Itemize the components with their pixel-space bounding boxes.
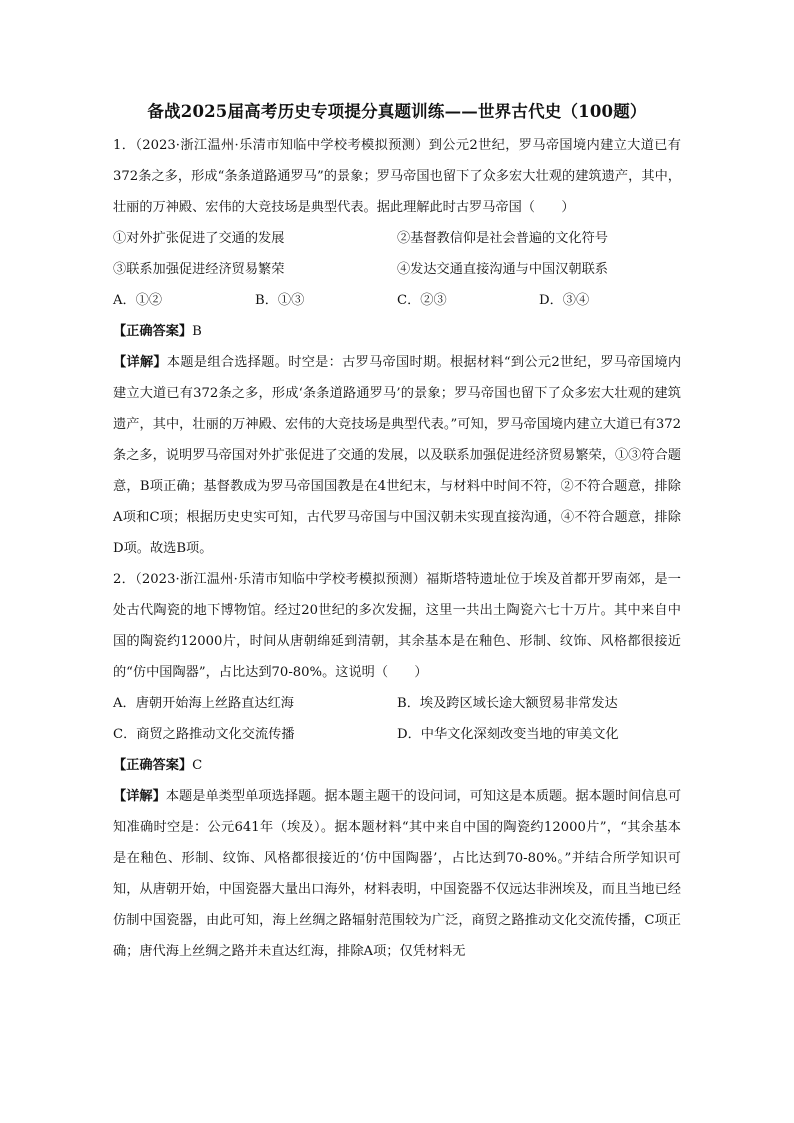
- option-b: B．埃及跨区域长途大额贸易非常发达: [397, 696, 618, 711]
- option-a: A．唐朝开始海上丝路直达红海: [113, 696, 294, 711]
- question-stem: 2．（2023·浙江温州·乐清市知临中学校考模拟预测）福斯塔特遗址位于埃及首都开罗南郊，是一处古代陶瓷的地下博物馆。经过20世纪的多次发掘，这里一共出土陶瓷六七十万片。其中来自中国的陶瓷约12000片，时间从唐朝绵延到清朝，其余基本是在釉色、形制、纹饰、风格都很接近的“仿中国陶器”，占比达到70-80%。这说明（ ）: [113, 572, 681, 680]
- option-b: B．①③: [255, 293, 305, 308]
- document-title: 备战2025届高考历史专项提分真题训练——世界古代史（100题）: [147, 102, 647, 121]
- options-row: [113, 285, 681, 316]
- question-2: [113, 564, 681, 967]
- detail-text: 本题是组合选择题。时空是：古罗马帝国时期。根据材料“到公元2世纪，罗马帝国境内建立大道已有372条之多，形成‘条条道路通罗马’的景象；罗马帝国也留下了众多宏大壮观的建筑遗产，其中，壮丽的万神殿、宏伟的大竞技场是典型代表。”可知，罗马帝国境内建立大道已有372条之多，说明罗马帝国对外扩张促进了交通的发展，以及联系加强促进经济贸易繁荣，①③符合题意，B项正确；基督教成为罗马帝国国教是在4世纪末，与材料中时间不符，②不符合题意，排除A项和C项；根据历史史实可知，古代罗马帝国与中国汉朝未实现直接沟通，④不符合题意，排除D项。故选B项。: [113, 355, 682, 556]
- option-c: C．商贸之路推动文化交流传播: [113, 727, 295, 742]
- option-c: C．②③: [397, 293, 447, 308]
- statement-row: [113, 223, 681, 254]
- detail-text: 本题是单类型单项选择题。据本题主题干的设问词，可知这是本质题。据本题时间信息可知准确时空是：公元641年（埃及）。据本题材料“其中来自中国的陶瓷约12000片”，“其余基本是在釉色、形制、纹饰、风格都很接近的‘仿中国陶器’，占比达到70-80%。”并结合所学知识可知，从唐朝开始，中国瓷器大量出口海外，材料表明，中国瓷器不仅远达非洲埃及，而且当地已经仿制中国瓷器，由此可知，海上丝绸之路辐射范围较为广泛，商贸之路推动文化交流传播，C项正确；唐代海上丝绸之路并未直达红海，排除A项；仅凭材料无: [113, 789, 682, 959]
- question-1: [113, 130, 681, 564]
- statement-row: [113, 254, 681, 285]
- detail-paragraph: [113, 347, 681, 564]
- detail-label: 【详解】: [113, 789, 166, 804]
- answer-label: 【正确答案】: [113, 324, 193, 339]
- detail-label: 【详解】: [113, 355, 167, 370]
- answer-label: 【正确答案】: [113, 758, 193, 773]
- option-d: D．中华文化深刻改变当地的审美文化: [397, 727, 619, 742]
- options-row: [113, 719, 681, 750]
- document-page: [113, 98, 681, 967]
- question-stem: 1．（2023·浙江温州·乐清市知临中学校考模拟预测）到公元2世纪，罗马帝国境内建立大道已有372条之多，形成“条条道路通罗马”的景象；罗马帝国也留下了众多宏大壮观的建筑遗产，其中，壮丽的万神殿、宏伟的大竞技场是典型代表。据此理解此时古罗马帝国（ ）: [113, 138, 681, 215]
- statement-3: ③联系加强促进经济贸易繁荣: [113, 262, 285, 277]
- statement-2: ②基督教信仰是社会普遍的文化符号: [397, 231, 608, 246]
- options-row: [113, 688, 681, 719]
- answer-line: [113, 750, 681, 781]
- statement-1: ①对外扩张促进了交通的发展: [113, 231, 285, 246]
- detail-paragraph: [113, 781, 681, 967]
- option-a: A．①②: [113, 293, 163, 308]
- answer-value: C: [192, 758, 203, 773]
- option-d: D．③④: [539, 293, 590, 308]
- answer-line: [113, 316, 681, 347]
- statement-4: ④发达交通直接沟通与中国汉朝联系: [397, 262, 608, 277]
- answer-value: B: [192, 324, 202, 339]
